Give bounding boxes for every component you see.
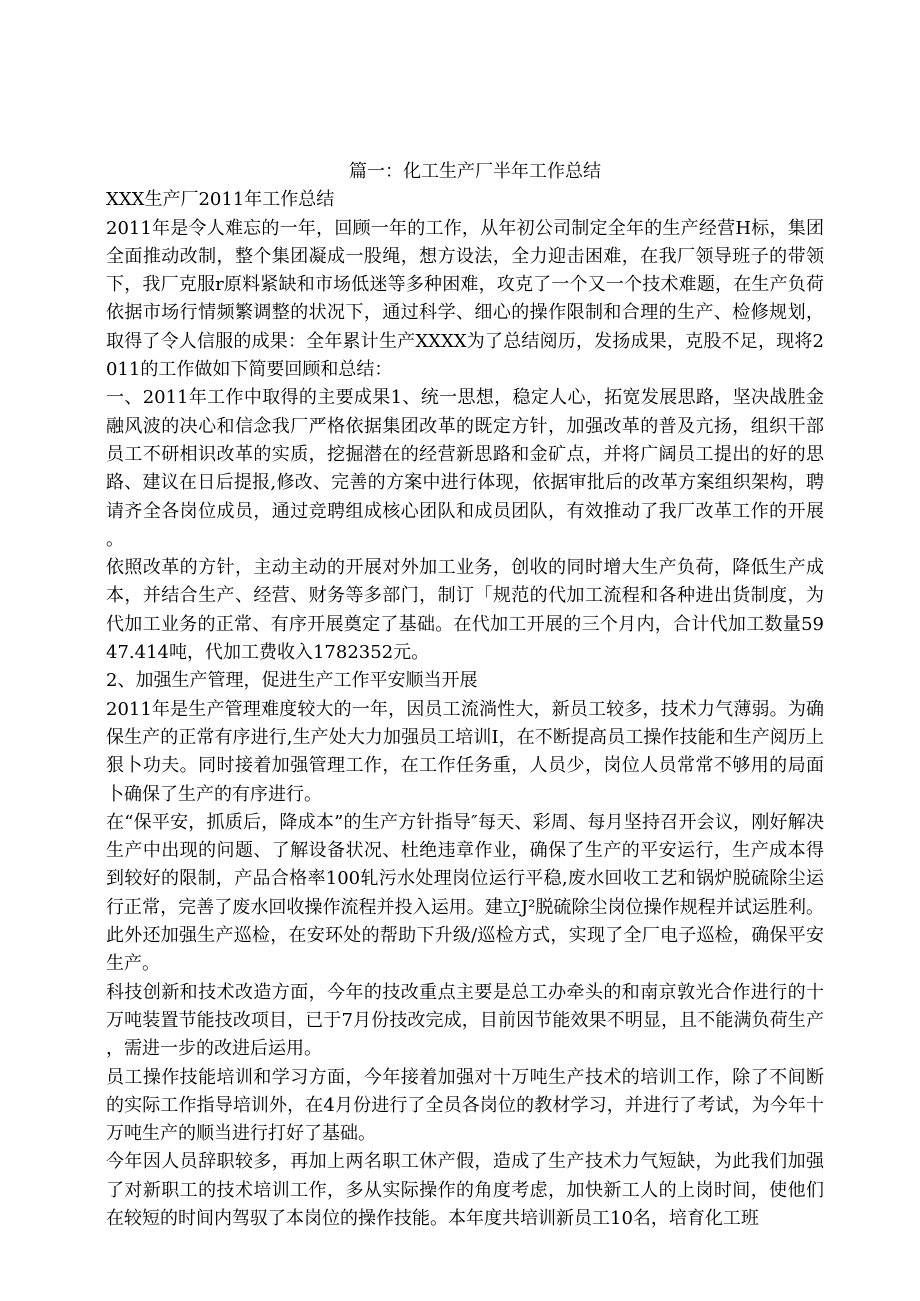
paragraph-skills-training: 员工操作技能培训和学习方面，今年接着加强对十万吨生产技术的培训工作，除了不间断的实际工作指导培训外，在4月份进行了全员各岗位的教材学习，并进行了考试，为今年十万吨生产的顺当进行打好了基础。 [106,1066,824,1145]
paragraph-tech-innovation: 科技创新和技术改造方面，今年的技改重点主要是总工办牵头的和南京敦光合作进行的十万吨装置节能技改项目，已于7月份技改完成，目前因节能效果不明显，且不能满负荷生产，需进一步的改进后运用。 [106,981,824,1060]
paragraph-safety-policy: 在“保平安，抓质后，降成本”的生产方针指导″每天、彩周、每月坚持召开会议，刚好解决生产中出现的问题、了解设备状况、杜绝违章作业，确保了生产的平安运行，生产成本得到较好的限制，产品合格率100轧污水处理岗位运行平稳,废水回收工艺和锅炉脱硫除尘运行正常，完善了废水回收操作流程并投入运用。建立J²脱硫除尘岗位操作规程并试运胜利。此外还加强生产巡检，在安环处的帮助下升级/巡检方式，实现了全厂电子巡检，确保平安生产。 [106,811,824,975]
paragraph-achievement-1: 一、2011年工作中取得的主要成果1、统一思想，稳定人心，拓宽发展思路，坚决战胜金融风波的决心和信念我厂严格依据集团改革的既定方针，加强改革的普及亢扬，组织干部员工不研相识改革的实质，挖掘潜在的经营新思路和金矿点，并将广阔员工提出的好的思路、建议在日后提报,修改、完善的方案中进行体现，依据审批后的改革方案组织架构，聘请齐全各岗位成员，通过竞聘组成核心团队和成员团队，有效推动了我厂改革工作的开展。 [106,387,824,550]
paragraph-section-2-heading: 2、加强生产管理，促进生产工作平安顺当开展 [106,670,478,692]
document-title: 篇一：化工生产厂半年工作总结 [349,161,601,182]
paragraph-report-heading: XXX生产厂2011年工作总结 [106,189,335,211]
paragraph-production-management: 2011年是生产管理难度较大的一年，因员工流淌性大，新员工较多，技术力气薄弱。为确保生产的正常有序进行,生产处大力加强员工培训I，在不断提高员工操作技能和生产阅历上狠卜功夫。同时接着加强管理工作，在工作任务重，人员少，岗位人员常常不够用的局面卜确保了生产的有序进行。 [106,698,824,805]
paragraph-new-staff-training: 今年因人员辞职较多，再加上两名职工休产假，造成了生产技术力气短缺，为此我们加强了对新职工的技术培训工作，多从实际操作的角度考虑，加快新工人的上岗时间，使他们在较短的时间内驾驭了本岗位的操作技能。本年度共培训新员工10名，培育化工班 [106,1151,824,1229]
document-body [106,158,824,1233]
paragraph-intro: 2011年是令人难忘的一年，回顾一年的工作，从年初公司制定全年的生产经营H标，集团全面推动改制，整个集团凝成一股绳，想方设法，全力迎击困难，在我厂领导班子的带领下，我厂克服r原料紧缺和市场低迷等多种困难，攻克了一个又一个技术难题，在生产负荷依据市场行情频繁调整的状况下，通过科学、细心的操作限制和合理的生产、检修规划，取得了令人信服的成果：全年累计生产XXXX为了总结阅历，发扬成果，克股不足，现将2011的工作做如下简要回顾和总结： [106,217,824,381]
paragraph-processing-business: 依照改革的方针，主动主动的开展对外加工业务，创收的同时增大生产负荷，降低生产成本，并结合生产、经营、财务等多部门，制订「规范的代加工流程和各种进出货制度，为代加工业务的正常、有序开展奠定了基础。在代加工开展的三个月内，合计代加工数量5947.414吨，代加工费收入1782352元。 [106,557,824,664]
